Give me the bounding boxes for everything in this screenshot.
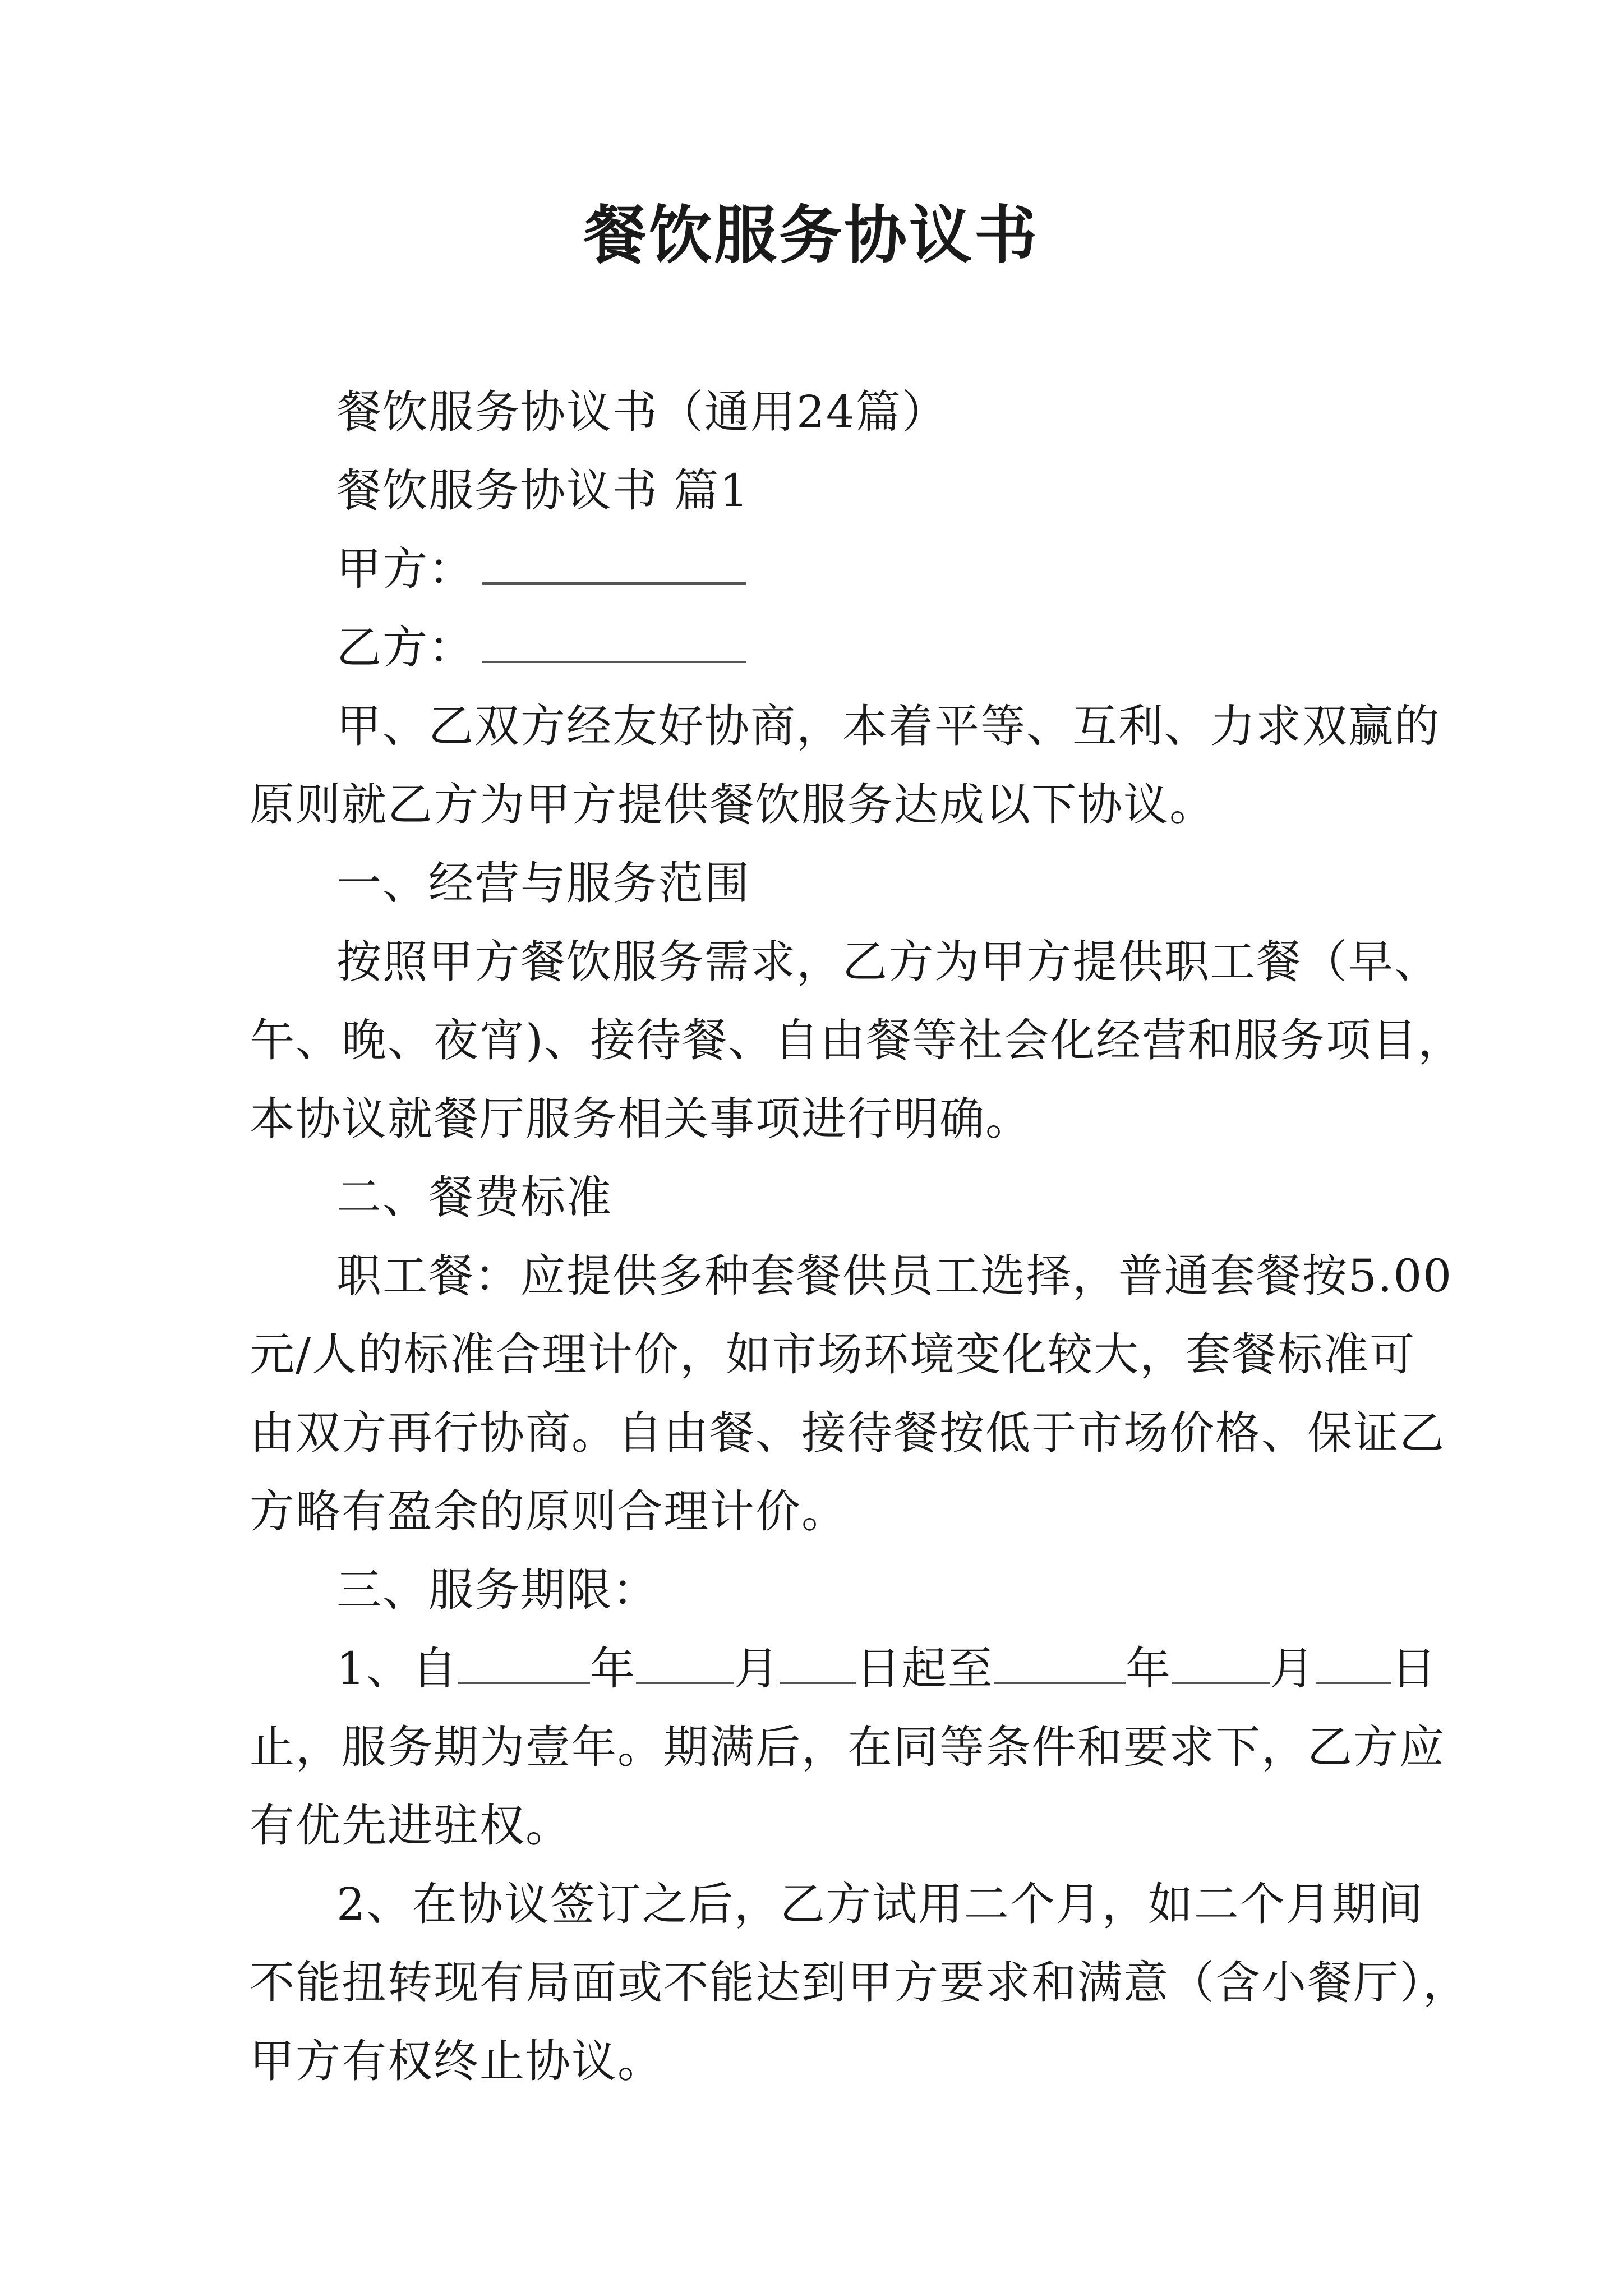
- clause1-line-2: 止，服务期为壹年。期满后，在同等条件和要求下，乙方应: [250, 1721, 1445, 1773]
- party-b-label: 乙方：: [336, 622, 474, 674]
- section2-line-4: 方略有盈余的原则合理计价。: [250, 1485, 847, 1538]
- section1-heading: 一、经营与服务范围: [336, 857, 750, 909]
- clause1-to-label: 日: [1391, 1642, 1437, 1695]
- section2-line-1: 职工餐：应提供多种套餐供员工选择，普通套餐按5.00: [336, 1250, 1453, 1302]
- section1-line-3: 本协议就餐厅服务相关事项进行明确。: [250, 1093, 1031, 1145]
- start-year-blank: [458, 1645, 590, 1684]
- subtitle: 餐饮服务协议书（通用24篇）: [336, 386, 948, 438]
- clause2-line-3: 甲方有权终止协议。: [250, 2035, 663, 2087]
- clause1-year2-label: 年: [1125, 1642, 1172, 1695]
- party-a-label: 甲方：: [336, 543, 474, 595]
- party-a-line: [336, 536, 746, 603]
- end-year-blank: [994, 1645, 1126, 1684]
- party-b-line: [336, 614, 746, 682]
- end-month-blank: [1172, 1645, 1270, 1684]
- clause1-from-label: 日起至: [855, 1642, 994, 1695]
- end-day-blank: [1316, 1645, 1391, 1684]
- section1-line-2: 午、晚、夜宵)、接待餐、自由餐等社会化经营和服务项目，: [250, 1014, 1464, 1066]
- party-a-blank: [482, 545, 746, 585]
- clause1-year-label: 年: [589, 1642, 636, 1695]
- part-heading: 餐饮服务协议书 篇1: [336, 464, 750, 517]
- intro-line-2: 原则就乙方为甲方提供餐饮服务达成以下协议。: [250, 779, 1215, 831]
- intro-line-1: 甲、乙双方经友好协商，本着平等、互利、力求双赢的: [336, 700, 1440, 752]
- clause1-month2-label: 月: [1269, 1642, 1316, 1695]
- clause2-line-2: 不能扭转现有局面或不能达到甲方要求和满意（含小餐厅），: [250, 1957, 1469, 2009]
- section2-line-3: 由双方再行协商。自由餐、接待餐按低于市场价格、保证乙: [250, 1407, 1445, 1459]
- section2-line-2: 元/人的标准合理计价，如市场环境变化较大，套餐标准可: [250, 1328, 1415, 1381]
- start-day-blank: [780, 1645, 856, 1684]
- document-title: 餐饮服务协议书: [584, 199, 1039, 272]
- section3-heading: 三、服务期限：: [336, 1564, 658, 1616]
- clause1-month-label: 月: [734, 1642, 780, 1695]
- section1-line-1: 按照甲方餐饮服务需求，乙方为甲方提供职工餐（早、: [336, 936, 1440, 988]
- clause2-line-1: 2、在协议签订之后，乙方试用二个月，如二个月期间: [336, 1878, 1424, 1930]
- clause1-prefix: 1、自: [336, 1642, 458, 1695]
- start-month-blank: [636, 1645, 734, 1684]
- section2-heading: 二、餐费标准: [336, 1171, 612, 1223]
- clause1-line-1: [336, 1635, 1437, 1703]
- party-b-blank: [482, 624, 746, 663]
- clause1-line-3: 有优先进驻权。: [250, 1800, 571, 1852]
